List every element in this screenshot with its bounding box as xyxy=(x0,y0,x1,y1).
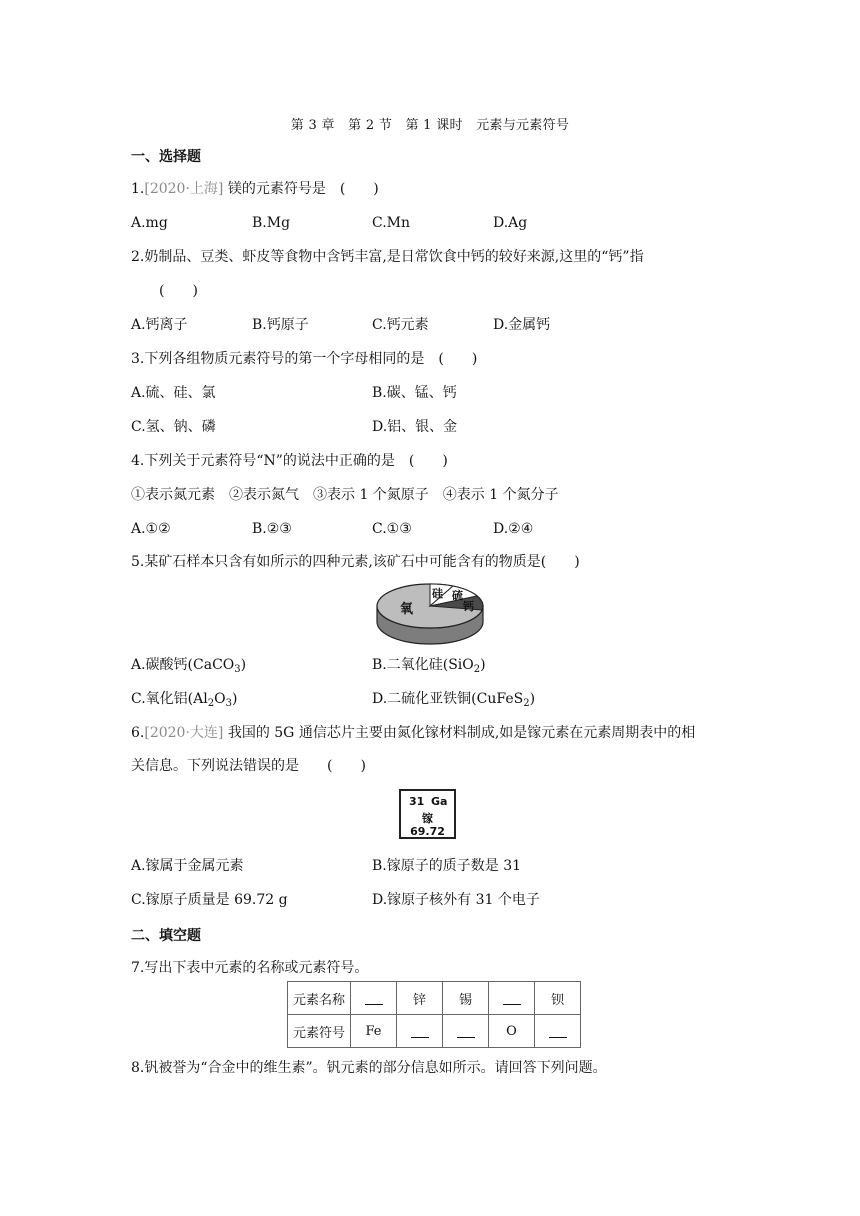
question-6-source: [2020·大连] xyxy=(144,725,224,741)
q6-option-d: D.镓原子核外有 31 个电子 xyxy=(372,892,540,908)
q3-option-d: D.铝、银、金 xyxy=(372,419,458,435)
question-1-stem: 镁的元素符号是 ( ) xyxy=(223,181,379,197)
q5-option-b-text: B.二氧化硅(SiO xyxy=(372,657,474,673)
q6-option-b: B.镓原子的质子数是 31 xyxy=(372,858,522,874)
pie-label-sulfur: 硫 xyxy=(452,589,463,602)
element-table xyxy=(287,981,581,1048)
question-4-statements: ①表示氮元素 ②表示氮气 ③表示 1 个氮原子 ④表示 1 个氮分子 xyxy=(131,487,559,503)
question-7-stem: 7.写出下表中元素的名称或元素符号。 xyxy=(131,960,369,976)
q5-option-d-close: ) xyxy=(529,691,536,707)
question-6-number: 6. xyxy=(131,725,145,741)
q6-option-a: A.镓属于金属元素 xyxy=(131,858,244,874)
q5-option-b xyxy=(372,656,486,674)
q5-option-d xyxy=(372,690,535,708)
q3-option-a: A.硫、硅、氯 xyxy=(131,385,216,401)
q4-option-a: A.①② xyxy=(131,521,171,537)
q2-option-a: A.钙离子 xyxy=(131,317,188,333)
q1-option-c: C.Mn xyxy=(372,215,411,231)
question-3-stem: 3.下列各组物质元素符号的第一个字母相同的是 ( ) xyxy=(131,351,478,367)
q4-option-b: B.②③ xyxy=(252,521,292,537)
q5-option-b-sub: 2 xyxy=(473,664,481,675)
table-cell[interactable] xyxy=(443,1015,489,1048)
q2-option-c: C.钙元素 xyxy=(372,317,429,333)
q1-option-d: D.Ag xyxy=(493,215,528,231)
q5-option-a-text: A.碳酸钙(CaCO xyxy=(131,657,235,673)
pie-label-silicon: 硅 xyxy=(432,587,443,600)
pie-label-calcium: 钙 xyxy=(463,600,474,613)
table-cell: Fe xyxy=(351,1015,397,1048)
table-cell: 锡 xyxy=(443,982,489,1015)
table-cell: O xyxy=(489,1015,535,1048)
q5-option-c-mid: O xyxy=(214,691,226,707)
table-cell: 锌 xyxy=(397,982,443,1015)
section-choice-heading: 一、选择题 xyxy=(131,149,201,165)
question-1-number: 1. xyxy=(131,181,145,197)
question-6-stem-line1: 我国的 5G 通信芯片主要由氮化镓材料制成,如是镓元素在元素周期表中的相 xyxy=(223,725,696,741)
answer-blank[interactable] xyxy=(549,1025,567,1038)
card-symbol: Ga xyxy=(431,795,448,808)
question-1 xyxy=(131,180,379,198)
q5-option-c-sub1: 2 xyxy=(207,698,215,709)
q2-option-d: D.金属钙 xyxy=(493,317,551,333)
q5-option-c-sub2: 3 xyxy=(225,698,232,709)
element-pie-chart xyxy=(374,579,486,649)
answer-blank[interactable] xyxy=(411,1025,429,1038)
question-2-paren: ( ) xyxy=(159,283,198,299)
q3-option-b: B.碳、锰、钙 xyxy=(372,385,457,401)
card-atomic-mass: 69.72 xyxy=(410,825,445,838)
q5-option-a-sub: 3 xyxy=(234,664,241,675)
page-title: 第 3 章 第 2 节 第 1 课时 元素与元素符号 xyxy=(290,118,570,133)
question-5-stem: 5.某矿石样本只含有如所示的四种元素,该矿石中可能含有的物质是( ) xyxy=(131,554,580,570)
gallium-element-card xyxy=(399,789,456,839)
q1-option-b: B.Mg xyxy=(252,215,291,231)
q1-option-a: A.mg xyxy=(131,215,168,231)
table-cell[interactable] xyxy=(351,982,397,1015)
answer-blank[interactable] xyxy=(457,1025,475,1038)
q5-option-c xyxy=(131,690,237,708)
q3-option-c: C.氢、钠、磷 xyxy=(131,419,216,435)
table-head-symbol: 元素符号 xyxy=(288,1015,351,1048)
q5-option-c-close: ) xyxy=(231,691,238,707)
answer-blank[interactable] xyxy=(503,992,521,1005)
card-atomic-number: 31 xyxy=(409,795,425,808)
q5-option-c-text: C.氧化铝(Al xyxy=(131,691,208,707)
q6-option-c: C.镓原子质量是 69.72 g xyxy=(131,892,288,908)
question-8-stem: 8.钒被誉为“合金中的维生素”。钒元素的部分信息如所示。请回答下列问题。 xyxy=(131,1060,607,1076)
table-cell[interactable] xyxy=(489,982,535,1015)
q2-option-b: B.钙原子 xyxy=(252,317,309,333)
table-head-name: 元素名称 xyxy=(288,982,351,1015)
answer-blank[interactable] xyxy=(365,992,383,1005)
question-1-source: [2020·上海] xyxy=(144,181,224,197)
q5-option-d-sub: 2 xyxy=(523,698,530,709)
question-6-stem-line2: 关信息。下列说法错误的是 ( ) xyxy=(131,758,366,774)
table-cell: 钡 xyxy=(535,982,581,1015)
q5-option-a xyxy=(131,656,246,674)
question-4-stem: 4.下列关于元素符号“N”的说法中正确的是 ( ) xyxy=(131,453,448,469)
q4-option-d: D.②④ xyxy=(493,521,534,537)
q5-option-a-close: ) xyxy=(240,657,247,673)
question-2-stem: 2.奶制品、豆类、虾皮等食物中含钙丰富,是日常饮食中钙的较好来源,这里的“钙”指 xyxy=(131,249,644,265)
table-row-names xyxy=(288,982,581,1015)
table-row-symbols xyxy=(288,1015,581,1048)
question-6 xyxy=(131,724,695,742)
section-fill-heading: 二、填空题 xyxy=(131,928,201,944)
card-name: 镓 xyxy=(422,812,433,825)
q5-option-d-text: D.二硫化亚铁铜(CuFeS xyxy=(372,691,524,707)
q5-option-b-close: ) xyxy=(480,657,486,673)
pie-label-oxygen: 氧 xyxy=(400,602,414,617)
q4-option-c: C.①③ xyxy=(372,521,412,537)
table-cell[interactable] xyxy=(535,1015,581,1048)
table-cell[interactable] xyxy=(397,1015,443,1048)
